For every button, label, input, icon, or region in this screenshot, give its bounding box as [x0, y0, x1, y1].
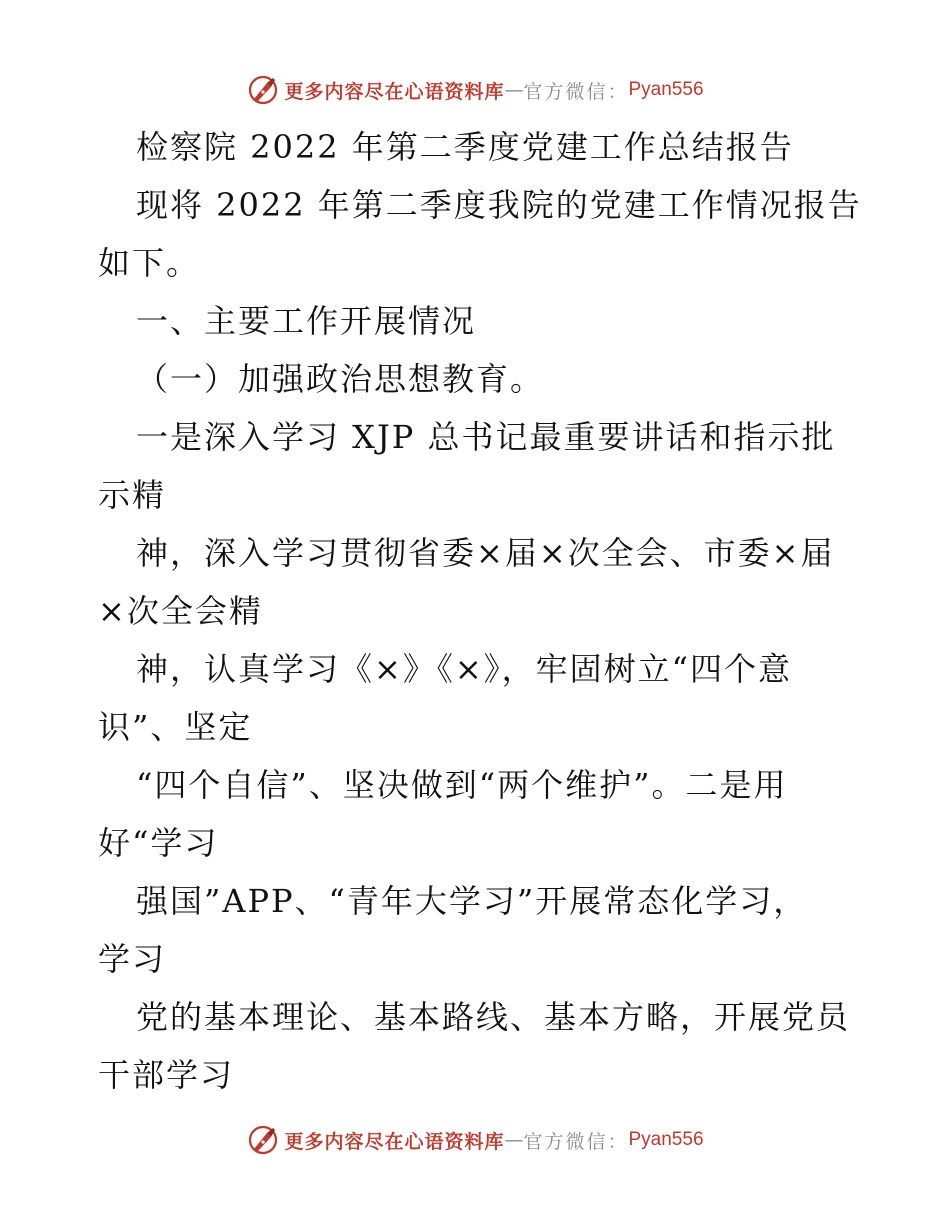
paragraph-line: 识”、坚定 — [98, 708, 253, 746]
watermark-official-label: 官方微信： — [523, 1130, 629, 1153]
watermark-wechat-id: Pyan556 — [628, 1129, 704, 1150]
paragraph-line: 神，深入学习贯彻省委×届×次全会、市委×届 — [136, 534, 835, 572]
section-heading: 一、主要工作开展情况 — [136, 302, 477, 340]
header-watermark — [0, 70, 950, 110]
watermark-brand-text: 更多内容尽在心语资料库 — [284, 80, 505, 103]
paragraph-line: 好“学习 — [98, 824, 219, 862]
pen-nib-logo-icon — [246, 73, 280, 107]
watermark-dash: — — [504, 1129, 524, 1151]
paragraph-line: 示精 — [98, 476, 167, 514]
subsection-heading: （一）加强政治思想教育。 — [136, 360, 545, 398]
paragraph-line: 神，认真学习《×》《×》，牢固树立“四个意 — [136, 650, 792, 688]
footer-watermark — [0, 1120, 950, 1160]
paragraph-line: ×次全会精 — [98, 592, 263, 630]
watermark-official-label: 官方微信： — [523, 80, 629, 103]
watermark-brand-text: 更多内容尽在心语资料库 — [284, 1130, 505, 1153]
document-body — [98, 118, 862, 1104]
pen-nib-logo-icon — [246, 1123, 280, 1157]
paragraph-line: 强国”APP、“青年大学习”开展常态化学习， — [136, 882, 808, 920]
paragraph-line: 如下。 — [98, 244, 201, 282]
watermark-dash: — — [504, 79, 524, 101]
paragraph-line: “四个自信”、坚决做到“两个维护”。二是用 — [136, 766, 788, 804]
paragraph-line: 学习 — [98, 940, 167, 978]
document-title: 检察院 2022 年第二季度党建工作总结报告 — [136, 128, 794, 166]
paragraph-line: 一是深入学习 XJP 总书记最重要讲话和指示批 — [136, 418, 836, 456]
paragraph-line: 干部学习 — [98, 1056, 235, 1094]
paragraph-line: 现将 2022 年第二季度我院的党建工作情况报告 — [136, 186, 862, 224]
watermark-wechat-id: Pyan556 — [628, 79, 704, 100]
paragraph-line: 党的基本理论、基本路线、基本方略，开展党员 — [136, 998, 851, 1036]
